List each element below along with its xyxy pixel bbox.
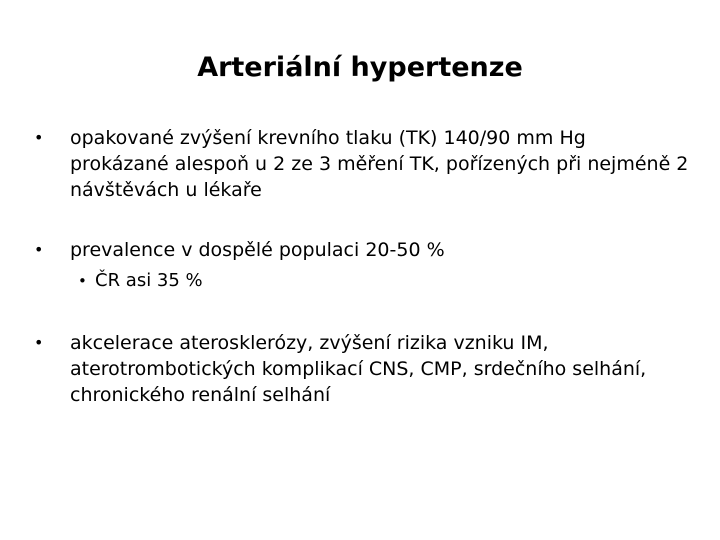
sub-bullet-item-cr [30, 268, 690, 294]
bullet-text: akcelerace aterosklerózy, zvýšení rizika vzniku IM, aterotrombotických komplikací CNS, CMP, srdečního selhání, chronického renální selhání [70, 332, 647, 406]
bullet-marker: • [34, 128, 44, 147]
bullet-item-complications [30, 330, 690, 408]
sub-bullet-text: ČR asi 35 % [95, 270, 203, 291]
sub-bullet-marker: • [78, 272, 87, 290]
bullet-item-definition [30, 125, 690, 203]
bullet-marker: • [34, 240, 44, 259]
bullet-text: opakované zvýšení krevního tlaku (TK) 140/90 mm Hg prokázané alespoň u 2 ze 3 měření TK, pořízených při nejméně 2 návštěvách u lékaře [70, 127, 689, 201]
slide-title: Arteriální hypertenze [197, 52, 523, 83]
bullet-list [30, 125, 690, 408]
bullet-item-prevalence [30, 237, 690, 263]
bullet-marker: • [34, 333, 44, 352]
bullet-text: prevalence v dospělé populaci 20-50 % [70, 239, 445, 261]
